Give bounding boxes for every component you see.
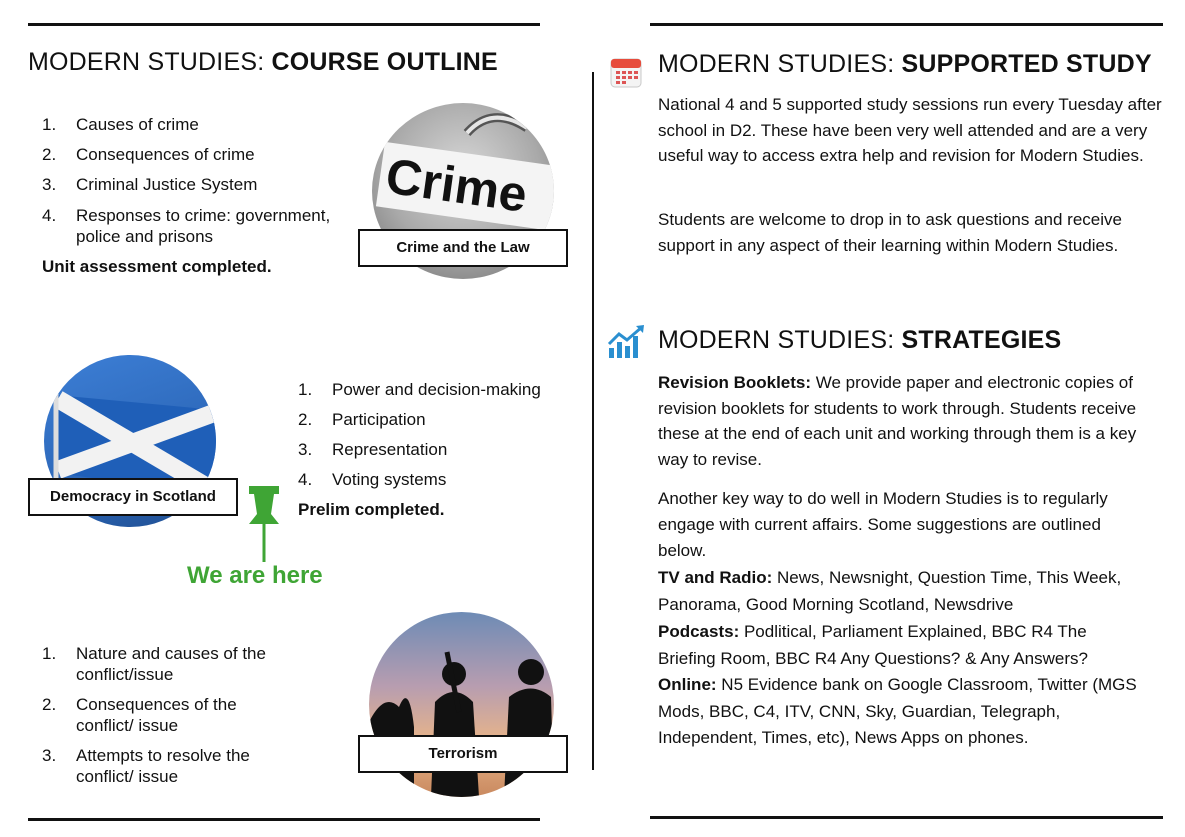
list-item: 4. Voting systems [298, 470, 447, 489]
supported-study-paragraph-2: Students are welcome to drop in to ask questions and receive support in any aspect of their learning within Modern Studies. [658, 210, 1122, 255]
podcasts-paragraph: Podcasts: Podlitical, Parliament Explained, BBC R4 The Briefing Room, BBC R4 Any Questions? & Any Answers? [658, 622, 1088, 668]
we-are-here-marker: We are here [187, 562, 323, 589]
list-item: 2. Participation [298, 410, 426, 429]
prelim-completed-note: Prelim completed. [298, 500, 445, 519]
chart-icon [606, 324, 646, 360]
bottom-rule-left [28, 818, 540, 821]
current-affairs-paragraph: Another key way to do well in Modern Studies is to regularly engage with current affairs. Some suggestions are outlined below. [658, 489, 1108, 560]
tv-and-radio-paragraph: TV and Radio: News, Newsnight, Question Time, This Week, Panorama, Good Morning Scotland, Newsdrive [658, 568, 1122, 614]
list-item: 2. Consequences of crime [42, 145, 255, 164]
revision-booklets-paragraph: Revision Booklets: We provide paper and electronic copies of revision booklets for students to work through. Students receive these at the end of each unit and working through them is a key way to revise. [658, 373, 1137, 469]
terrorism-topic-list [42, 643, 342, 787]
list-item: 4. Responses to crime: government, police and prisons [42, 206, 331, 246]
svg-text:Crime: Crime [382, 147, 531, 223]
list-item: 3. Attempts to resolve the conflict/ issue [42, 746, 250, 786]
strategies-heading: MODERN STUDIES: STRATEGIES [658, 326, 1062, 354]
crime-and-the-law-label: Crime and the Law [358, 229, 568, 267]
democracy-topic-list [298, 380, 578, 500]
list-item: 3. Criminal Justice System [42, 175, 258, 194]
calendar-icon [610, 56, 642, 88]
crime-topic-list [42, 115, 362, 247]
list-item: 1. Power and decision-making [298, 380, 541, 399]
online-paragraph: Online: N5 Evidence bank on Google Classroom, Twitter (MGS Mods, BBC, C4, ITV, CNN, Sky, Guardian, Telegraph, Independent, Times, etc), News Apps on phones. [658, 675, 1137, 747]
supported-study-paragraph-1: National 4 and 5 supported study sessions run every Tuesday after school in D2. These have been very well attended and are a very useful way to access extra help and revision for Modern Studies. [658, 95, 1162, 165]
democracy-in-scotland-label: Democracy in Scotland [28, 478, 238, 516]
top-rule-left [28, 23, 540, 26]
column-divider [592, 72, 594, 770]
list-item: 2. Consequences of the conflict/ issue [42, 695, 237, 735]
course-outline-heading: MODERN STUDIES: COURSE OUTLINE [28, 48, 498, 76]
list-item: 1. Nature and causes of the conflict/issue [42, 644, 266, 684]
terrorism-label: Terrorism [358, 735, 568, 773]
top-rule-right [650, 23, 1163, 26]
unit-assessment-note: Unit assessment completed. [42, 257, 272, 276]
list-item: 3. Representation [298, 440, 448, 459]
supported-study-heading: MODERN STUDIES: SUPPORTED STUDY [658, 50, 1152, 78]
bottom-rule-right [650, 816, 1163, 819]
pushpin-icon [245, 486, 283, 564]
list-item: 1. Causes of crime [42, 115, 199, 134]
